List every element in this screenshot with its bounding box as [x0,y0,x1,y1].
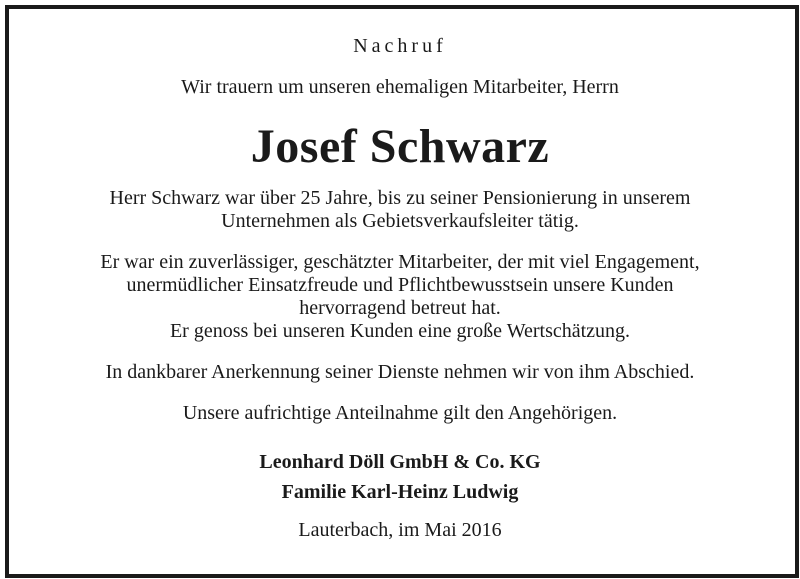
paragraph-line: Herr Schwarz war über 25 Jahre, bis zu seiner Pensionierung in unserem [109,187,691,209]
paragraph-line: Unternehmen als Gebietsverkaufsleiter tätig. [221,210,579,232]
intro-line: Wir trauern um unseren ehemaligen Mitarbeiter, Herrn [181,76,619,98]
signatories [0,447,800,507]
paragraph-line: Er war ein zuverlässiger, geschätzter Mitarbeiter, der mit viel Engagement, [100,251,700,273]
signatory-company: Leonhard Döll GmbH & Co. KG [259,451,541,473]
paragraph-line: unermüdlicher Einsatzfreude und Pflichtbewusstsein unsere Kunden [126,274,674,296]
paragraph-tribute [0,251,800,343]
paragraph-condolence [0,402,800,425]
signatory-family: Familie Karl-Heinz Ludwig [281,481,519,503]
paragraph-line: hervorragend betreut hat. [299,297,501,319]
paragraph-line: Unsere aufrichtige Anteilnahme gilt den Angehörigen. [182,402,618,424]
paragraph-farewell [0,361,800,384]
paragraph-line: Er genoss bei unseren Kunden eine große Wertschätzung. [169,320,631,342]
paragraph-career [0,187,800,233]
place-date [0,519,800,542]
notice-heading: Nachruf [353,35,447,57]
notice-intro [0,76,800,99]
place-date-line: Lauterbach, im Mai 2016 [298,519,502,541]
deceased-name: Josef Schwarz [250,120,550,173]
paragraph-line: In dankbarer Anerkennung seiner Dienste nehmen wir von ihm Abschied. [105,361,695,383]
